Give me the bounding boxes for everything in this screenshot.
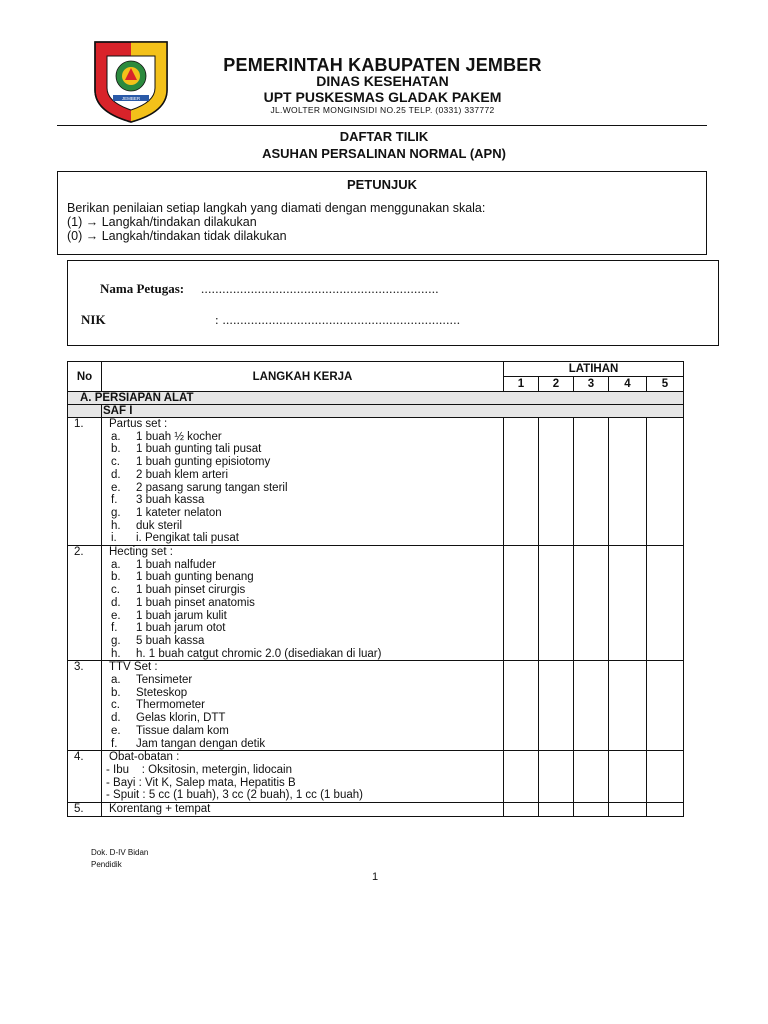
- score-cell[interactable]: [504, 546, 539, 661]
- score-cell[interactable]: [574, 661, 609, 751]
- score-cell[interactable]: [539, 803, 574, 817]
- step-cell: [102, 546, 504, 661]
- jember-regency-logo: [93, 40, 169, 124]
- header-puskesmas: UPT PUSKESMAS GLADAK PAKEM: [263, 89, 502, 105]
- instructions-scale-0: (0) → Langkah/tindakan tidak dilakukan: [67, 229, 287, 243]
- list-item: h. duk steril: [111, 519, 183, 532]
- list-item: - Ibu : Oksitosin, metergin, lidocain: [106, 763, 292, 776]
- score-cell[interactable]: [539, 751, 574, 803]
- list-item: i. i. Pengikat tali pusat: [111, 532, 239, 545]
- header-divider: [57, 125, 707, 126]
- checklist-table: [67, 361, 684, 817]
- score-cell[interactable]: [504, 661, 539, 751]
- nik-label: NIK: [81, 312, 106, 327]
- document-title: DAFTAR TILIK: [339, 129, 429, 144]
- list-item: d. Gelas klorin, DTT: [111, 712, 226, 725]
- list-item: g. 1 kateter nelaton: [111, 506, 222, 519]
- row-number: 5.: [68, 803, 102, 817]
- column-header-no: No: [68, 362, 102, 392]
- nama-petugas-field[interactable]: ...................................................................: [201, 281, 439, 296]
- list-item: f. Jam tangan dengan detik: [111, 737, 266, 750]
- score-cell[interactable]: [539, 418, 574, 546]
- latihan-4-header: 4: [609, 377, 647, 392]
- list-item: a. 1 buah ½ kocher: [111, 430, 222, 443]
- list-item: - Bayi : Vit K, Salep mata, Hepatitis B: [106, 776, 296, 789]
- nik-field[interactable]: : ...................................................................: [215, 312, 461, 327]
- list-item: a. 1 buah nalfuder: [111, 558, 216, 571]
- header-government: PEMERINTAH KABUPATEN JEMBER: [223, 55, 542, 75]
- list-item: b. Steteskop: [111, 686, 188, 699]
- list-item: d. 1 buah pinset anatomis: [111, 596, 255, 609]
- score-cell[interactable]: [609, 546, 647, 661]
- score-cell[interactable]: [574, 751, 609, 803]
- header-department: DINAS KESEHATAN: [316, 73, 449, 89]
- column-header-step: LANGKAH KERJA: [102, 362, 504, 392]
- list-item: h. h. 1 buah catgut chromic 2.0 (disediakan di luar): [111, 647, 382, 660]
- list-item: e. Tissue dalam kom: [111, 724, 229, 737]
- latihan-3-header: 3: [574, 377, 609, 392]
- step-title: Partus set :: [109, 418, 168, 430]
- list-item: c. 1 buah pinset cirurgis: [111, 584, 246, 597]
- instructions-heading: PETUNJUK: [346, 177, 418, 192]
- logo-text: JEMBER: [121, 96, 141, 101]
- score-cell[interactable]: [504, 803, 539, 817]
- step-cell: [102, 803, 504, 817]
- page-number: 1: [372, 871, 379, 883]
- instructions-scale-1: (1) → Langkah/tindakan dilakukan: [67, 215, 257, 229]
- score-cell[interactable]: [574, 546, 609, 661]
- table-row: [68, 418, 684, 546]
- list-item: f. 1 buah jarum otot: [111, 622, 226, 635]
- latihan-1-header: 1: [504, 377, 539, 392]
- latihan-2-header: 2: [539, 377, 574, 392]
- latihan-5-header: 5: [647, 377, 684, 392]
- step-title: Hecting set :: [109, 546, 173, 559]
- list-item: a. Tensimeter: [111, 674, 193, 687]
- row-number: 3.: [68, 661, 102, 751]
- nama-petugas-label: Nama Petugas:: [100, 281, 185, 296]
- row-number: 2.: [68, 546, 102, 661]
- list-item: g. 5 buah kassa: [111, 634, 205, 647]
- list-item: c. Thermometer: [111, 699, 206, 712]
- row-number: 1.: [68, 418, 102, 546]
- document-subtitle: ASUHAN PERSALINAN NORMAL (APN): [262, 146, 506, 161]
- score-cell[interactable]: [647, 751, 684, 803]
- score-cell[interactable]: [647, 661, 684, 751]
- table-row: [68, 546, 684, 661]
- score-cell[interactable]: [609, 661, 647, 751]
- score-cell[interactable]: [609, 418, 647, 546]
- score-cell[interactable]: [609, 751, 647, 803]
- score-cell[interactable]: [504, 751, 539, 803]
- step-title: TTV Set :: [109, 661, 158, 674]
- instructions-box: [57, 171, 707, 255]
- list-item: d. 2 buah klem arteri: [111, 468, 229, 481]
- score-cell[interactable]: [574, 418, 609, 546]
- score-cell[interactable]: [609, 803, 647, 817]
- score-cell[interactable]: [647, 803, 684, 817]
- score-cell[interactable]: [647, 546, 684, 661]
- list-item: f. 3 buah kassa: [111, 494, 205, 507]
- score-cell[interactable]: [574, 803, 609, 817]
- table-row: [68, 661, 684, 751]
- list-item: e. 1 buah jarum kulit: [111, 609, 227, 622]
- score-cell[interactable]: [647, 418, 684, 546]
- step-cell: [102, 661, 504, 751]
- step-cell: [102, 751, 504, 803]
- list-item: b. 1 buah gunting benang: [111, 571, 254, 584]
- score-cell[interactable]: [539, 661, 574, 751]
- row-number: 4.: [68, 751, 102, 803]
- step-cell: [102, 418, 504, 546]
- column-header-latihan: LATIHAN: [504, 362, 684, 377]
- score-cell[interactable]: [539, 546, 574, 661]
- subsection-saf: SAF I: [102, 405, 684, 418]
- list-item: c. 1 buah gunting episiotomy: [111, 456, 271, 469]
- list-item: - Spuit : 5 cc (1 buah), 3 cc (2 buah), 1 cc (1 buah): [106, 789, 363, 802]
- score-cell[interactable]: [504, 418, 539, 546]
- step-title: Korentang + tempat: [109, 803, 211, 816]
- footer-doc-line2: Pendidik: [91, 860, 122, 869]
- step-title: Obat-obatan :: [109, 751, 180, 764]
- table-row: [68, 803, 684, 817]
- footer-doc-line1: Dok. D-IV Bidan: [91, 848, 149, 857]
- list-item: b. 1 buah gunting tali pusat: [111, 443, 262, 456]
- table-row: [68, 751, 684, 803]
- header-address: JL.WOLTER MONGINSIDI NO.25 TELP. (0331) 337772: [270, 105, 495, 115]
- list-item: e. 2 pasang sarung tangan steril: [111, 481, 288, 494]
- identity-box: [67, 260, 719, 346]
- instructions-intro: Berikan penilaian setiap langkah yang diamati dengan menggunakan skala:: [67, 201, 486, 215]
- section-persiapan-alat: A. PERSIAPAN ALAT: [68, 392, 684, 405]
